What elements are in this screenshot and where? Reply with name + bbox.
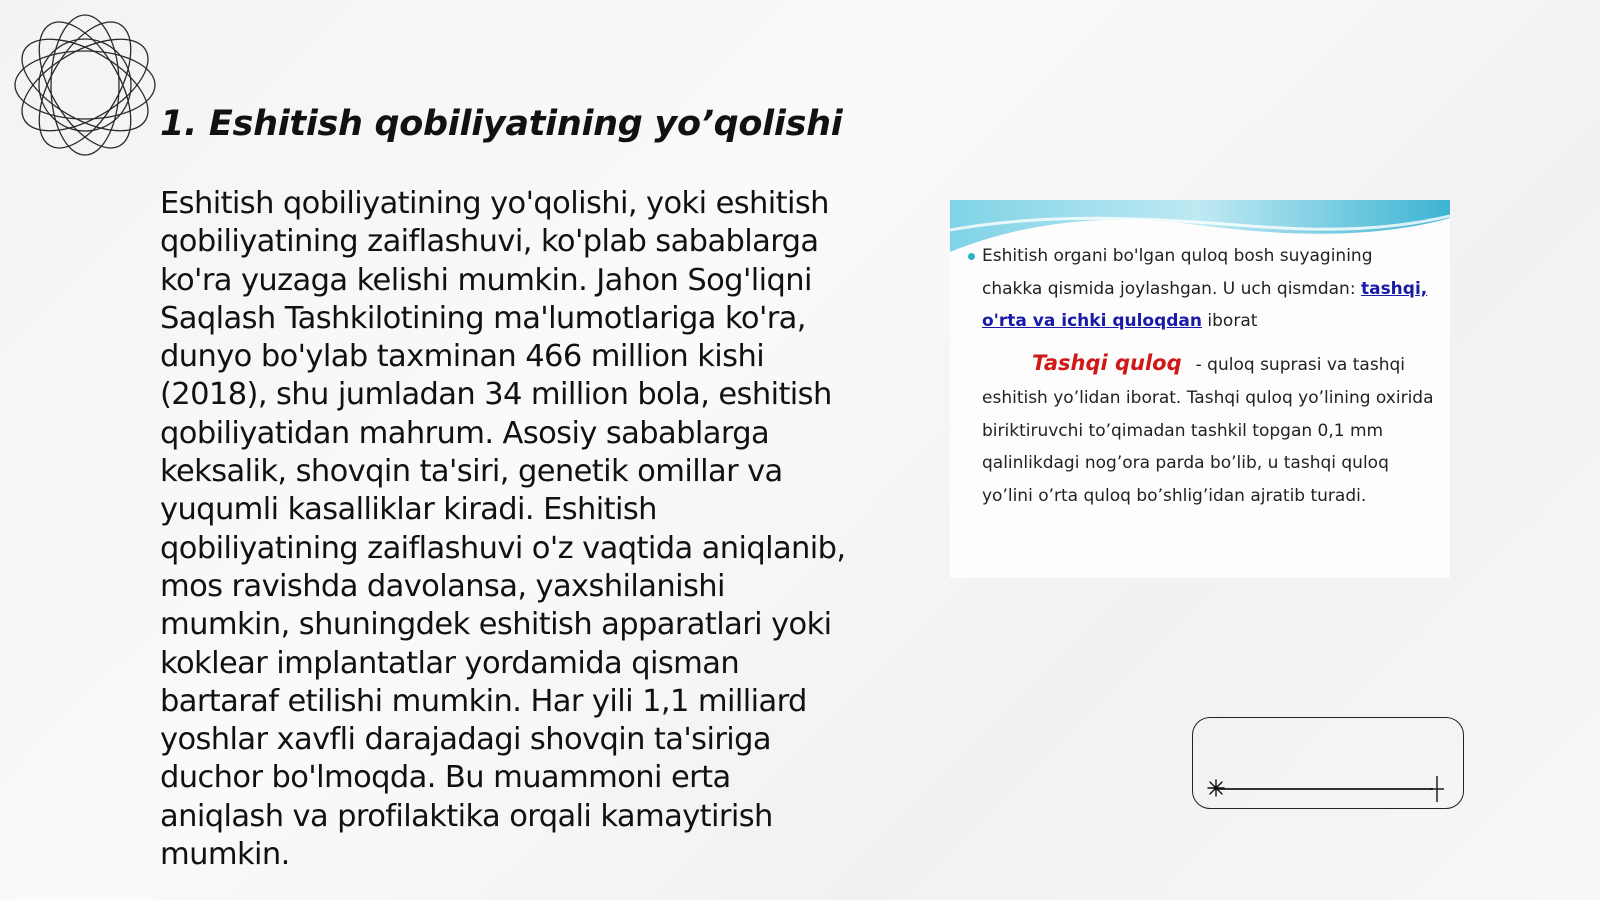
card-intro-end: iborat [1207,311,1258,332]
outer-ear-definition: - quloq suprasi va tashqi eshitish yo’lidan iborat. Tashqi quloq yo’lining oxirida biriktiruvchi to’qimadan tashkil topgan 0,1 mm qalinlikdagi nog’ora parda bo’lib, u tashqi quloq yo’lini o’rta quloq bo’shlig’idan ajratib turadi. [982,355,1434,506]
outer-ear-term: Tashqi quloq [1032,351,1182,376]
outer-ear-block [982,347,1437,513]
slide-progress-widget [1192,717,1464,809]
sparkle-icon [1207,779,1225,797]
ear-parts-link[interactable]: tashqi, o'rta va ichki quloqdan [982,278,1428,332]
bullet-dot-icon [968,253,975,260]
rosette-ornament-icon [10,10,160,160]
crosshair-icon [1429,776,1445,802]
body-paragraph: Eshitish qobiliyatining yo'qolishi, yoki eshitish qobiliyatining zaiflashuvi, ko'plab sabablarga ko'ra yuzaga kelishi mumkin. Jahon Sog'liqni Saqlash Tashkilotining ma'lumotlariga ko'ra, dunyo bo'ylab taxminan 466 million kishi (2018), shu jumladan 34 million bola, eshitish qobiliyatidan mahrum. Asosiy sabablarga keksalik, shovqin ta'siri, genetik omillar va yuqumli kasalliklar kiradi. Eshitish qobiliyatining zaiflashuvi o'z vaqtida aniqlanib, mos ravishda davolansa, yaxshilanishi mumkin, shuningdek eshitish apparatlari yoki koklear implantatlar yordamida qisman bartaraf etilishi mumkin. Har yili 1,1 milliard yoshlar xavfli darajadagi shovqin ta'siriga duchor bo'lmoqda. Bu muammoni erta aniqlash va profilaktika orqali kamaytirish mumkin. [160,186,846,873]
slide-title: 1. Eshitish qobiliyatining yo’qolishi [160,104,843,144]
card-text [982,240,1437,513]
card-intro-text: Eshitish organi bo'lgan quloq bosh suyagining chakka qismida joylashgan. U uch qismdan: [982,246,1373,299]
card-intro-block [982,240,1437,338]
ear-info-card [950,200,1450,578]
progress-track [1215,788,1433,790]
